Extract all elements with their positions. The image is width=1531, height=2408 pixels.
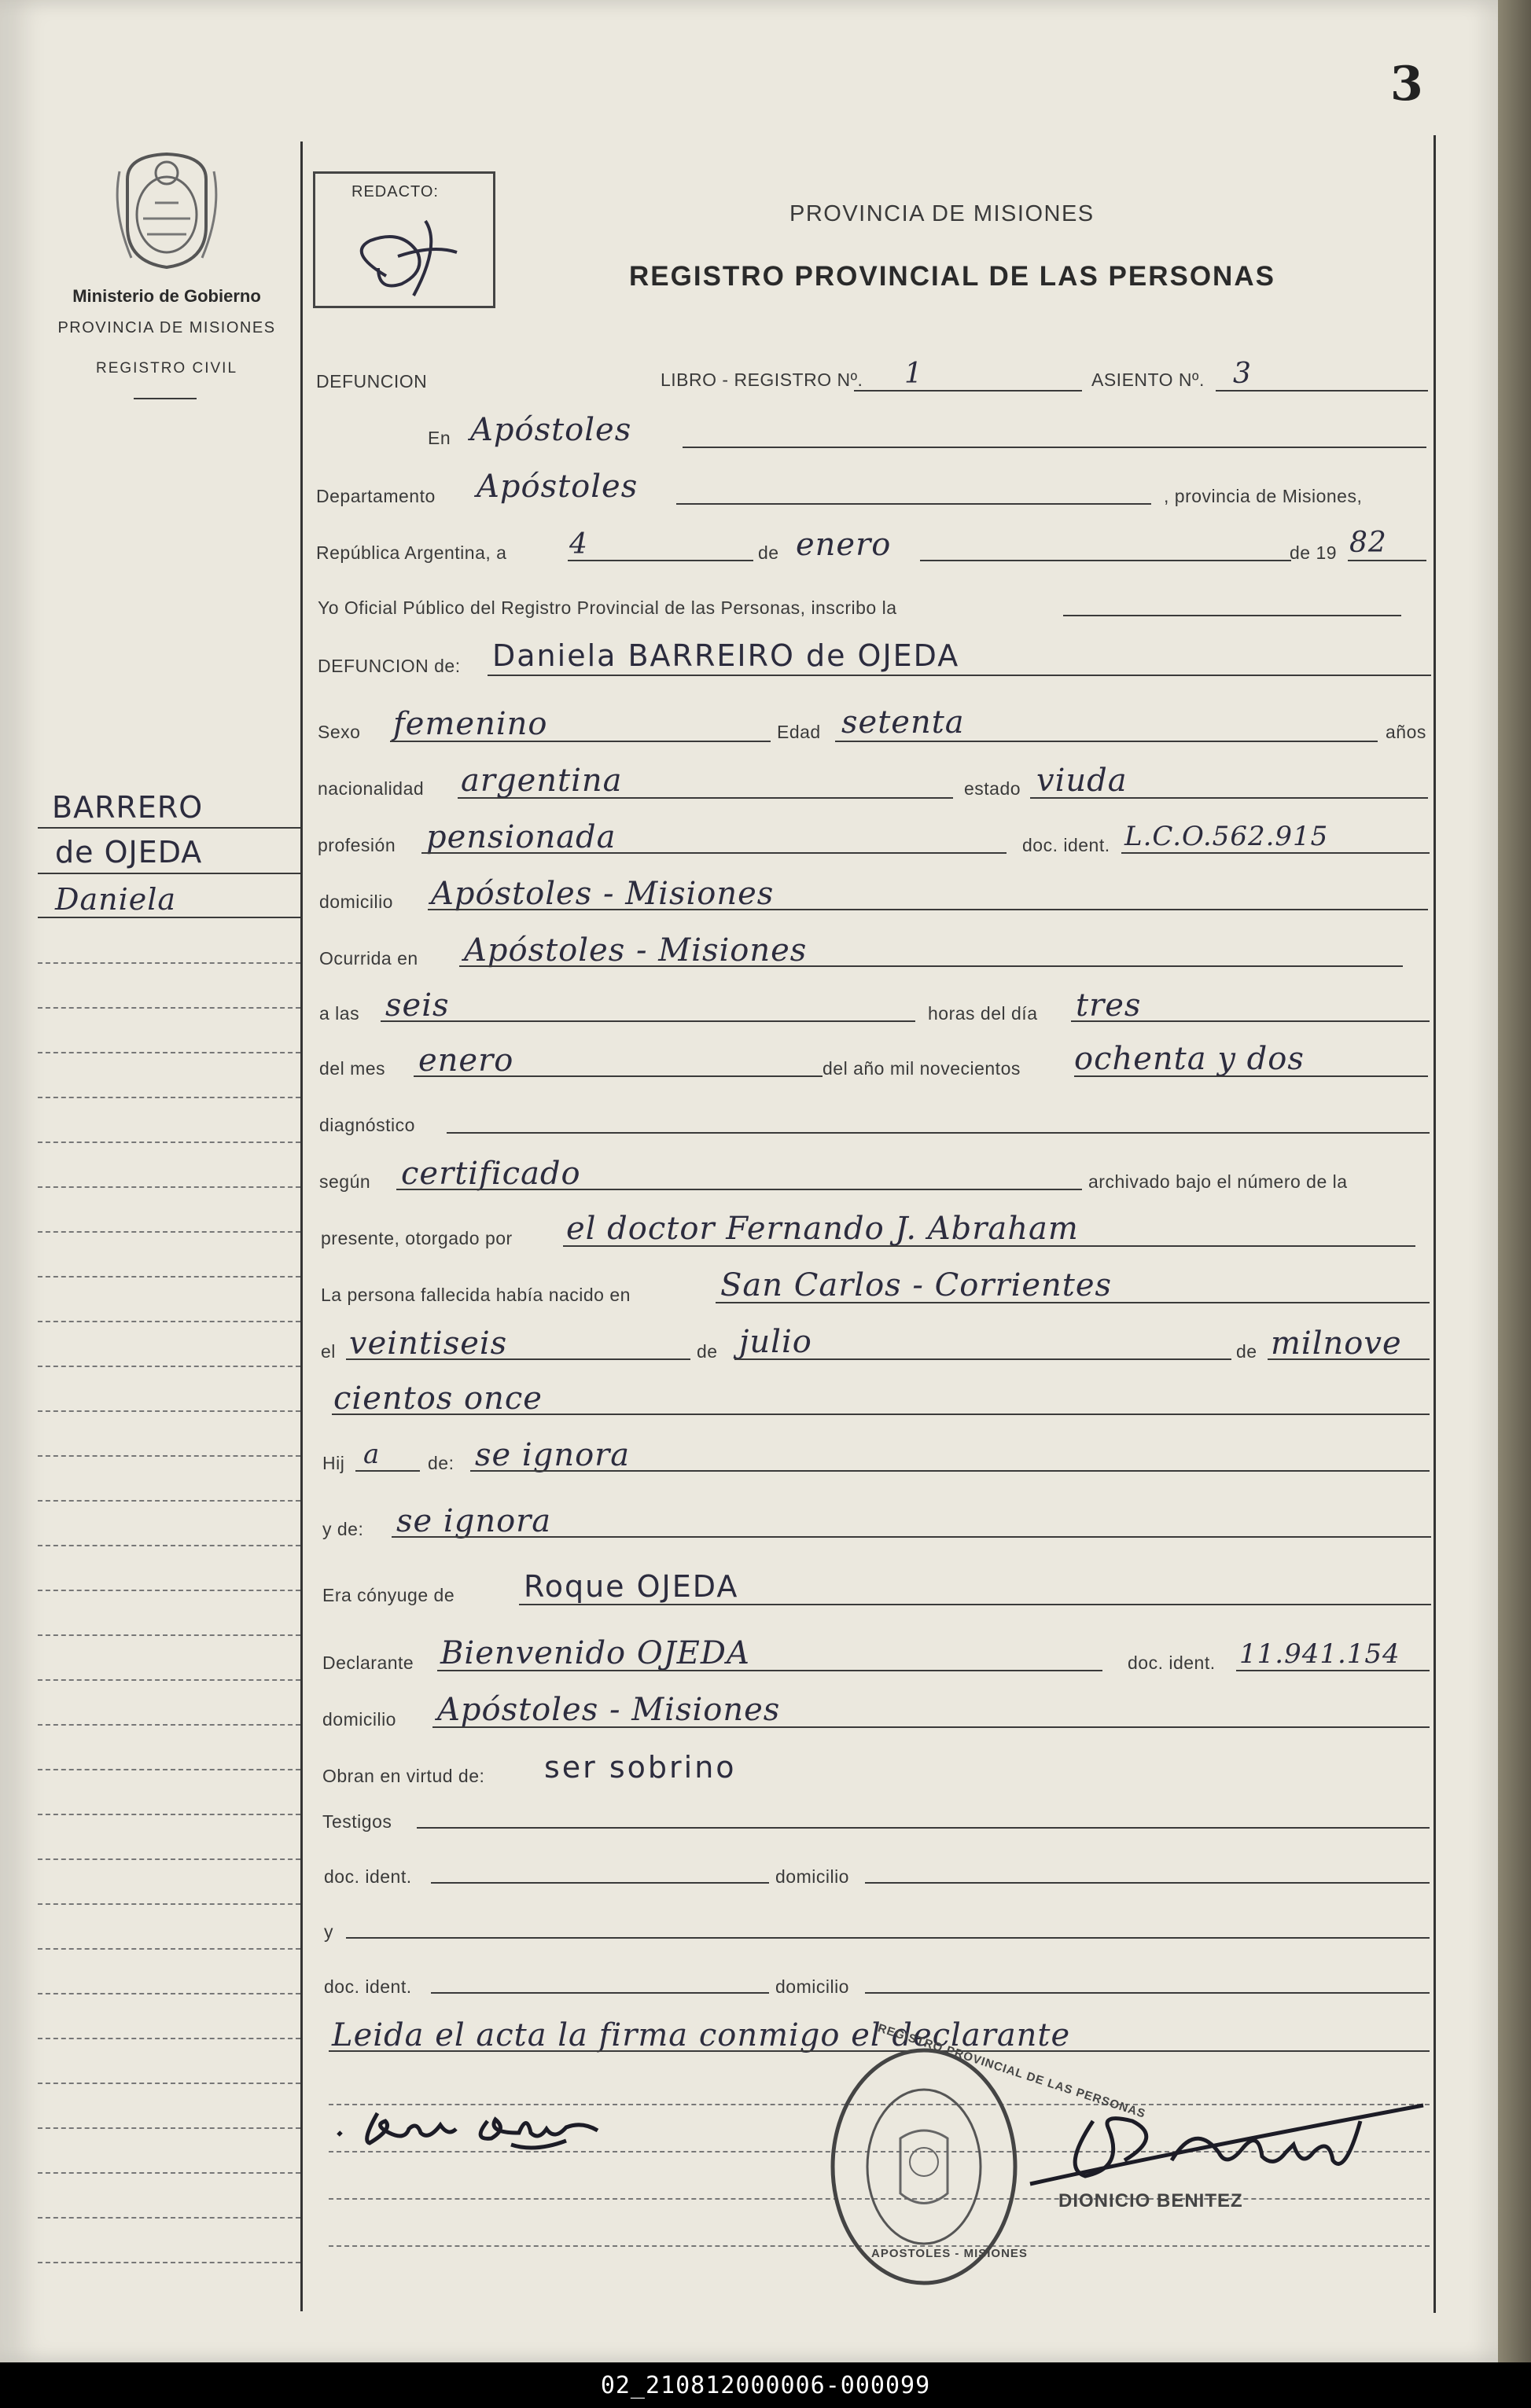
margin-name-line3: Daniela	[55, 882, 177, 917]
ocurrida-label: Ocurrida en	[319, 948, 418, 969]
margin-rule	[38, 1903, 300, 1905]
margin-rule	[38, 1500, 300, 1502]
decl-domicilio-label: domicilio	[322, 1709, 396, 1730]
margin-rule	[38, 1097, 300, 1098]
margin-rule	[38, 1679, 300, 1681]
provincia-label: , provincia de Misiones,	[1164, 486, 1363, 506]
defuncion-label: DEFUNCION	[316, 371, 428, 392]
estado-value: viuda	[1036, 763, 1128, 799]
departamento-label: Departamento	[316, 486, 436, 506]
asiento-value: 3	[1233, 358, 1252, 390]
margin-rule	[38, 1410, 300, 1412]
redacto-box	[313, 171, 495, 308]
de-anio-label: de 19	[1290, 542, 1338, 563]
mes-value: enero	[796, 527, 892, 563]
margin-rule	[38, 1769, 300, 1770]
margin-name-line2: de OJEDA	[55, 835, 203, 869]
a-las-value: seis	[385, 987, 450, 1024]
domicilio-label: domicilio	[319, 892, 393, 912]
margin-rule	[38, 1858, 300, 1860]
margin-rule	[38, 2217, 300, 2219]
margin-rule	[38, 2083, 300, 2084]
el-label: el	[321, 1341, 336, 1362]
margin-rule	[38, 2127, 300, 2129]
testigos-label: Testigos	[322, 1811, 392, 1832]
de3-label: de	[1236, 1341, 1257, 1362]
anos-label: años	[1386, 722, 1426, 742]
book-edge	[1498, 0, 1531, 2362]
margin-rule	[38, 1321, 300, 1322]
y-label: y	[324, 1921, 333, 1942]
margin-rule	[38, 2262, 300, 2263]
estado-label: estado	[964, 778, 1021, 799]
registry-civil-label: REGISTRO CIVIL	[95, 360, 238, 377]
profesion-label: profesión	[318, 835, 396, 855]
de-label: de	[758, 542, 779, 563]
declarante-label: Declarante	[322, 1653, 414, 1673]
margin-rule	[38, 2038, 300, 2039]
a-las-label: a las	[319, 1003, 360, 1024]
margin-name-line1: BARRERO	[52, 790, 204, 825]
province-left-label: PROVINCIA DE MISIONES	[57, 319, 276, 336]
province-emblem-icon	[112, 148, 222, 274]
el-value: veintiseis	[349, 1325, 508, 1362]
libro-value: 1	[904, 358, 923, 390]
de3-value: milnove	[1271, 1325, 1402, 1362]
form-right-border	[1433, 135, 1436, 2313]
margin-rule	[38, 1276, 300, 1278]
nacionalidad-value: argentina	[461, 763, 623, 799]
official-stamp-text: DIONICIO BENITEZ	[1058, 2190, 1243, 2211]
horas-value: tres	[1076, 987, 1142, 1024]
t2-dom-label: domicilio	[775, 1976, 849, 1997]
margin-rule	[38, 1634, 300, 1636]
domicilio-value: Apóstoles - Misiones	[431, 876, 775, 912]
diagnostico-label: diagnóstico	[319, 1115, 415, 1135]
registry-title: REGISTRO PROVINCIAL DE LAS PERSONAS	[629, 261, 1275, 292]
hij-value: se ignora	[475, 1437, 631, 1473]
conyuge-label: Era cónyuge de	[322, 1585, 455, 1605]
seal-bottom-text: APOSTOLES - MISIONES	[871, 2247, 1028, 2260]
de2-label: de	[697, 1341, 718, 1362]
hij-label: Hij	[322, 1453, 345, 1473]
del-mes-value: enero	[418, 1042, 514, 1079]
decl-domicilio-value: Apóstoles - Misiones	[437, 1692, 781, 1728]
obran-label: Obran en virtud de:	[322, 1766, 485, 1786]
scan-id-footer: 02_210812000006-000099	[0, 2362, 1531, 2408]
margin-rule	[38, 1993, 300, 1994]
nacido-label: La persona fallecida había nacido en	[321, 1285, 631, 1305]
margin-rule	[38, 1545, 300, 1546]
del-anio-label: del año mil novecientos	[823, 1058, 1021, 1079]
departamento-value: Apóstoles	[477, 469, 639, 505]
hij-suffix: a	[363, 1439, 381, 1470]
hij-de-label: de:	[428, 1453, 455, 1473]
defuncion-de-label: DEFUNCION de:	[318, 656, 461, 676]
presente-value: el doctor Fernando J. Abraham	[566, 1211, 1079, 1247]
margin-rule	[38, 1814, 300, 1815]
edad-label: Edad	[777, 722, 821, 742]
decl-doc-value: 11.941.154	[1239, 1638, 1400, 1670]
margin-rule	[38, 1007, 300, 1009]
margin-rule	[38, 1052, 300, 1053]
declarant-signature	[330, 2097, 645, 2152]
defuncion-de-value: Daniela BARREIRO de OJEDA	[492, 638, 960, 673]
segun-label: según	[319, 1171, 371, 1192]
margin-rule	[38, 2172, 300, 2174]
margin-rule	[38, 1186, 300, 1188]
en-label: En	[428, 428, 451, 448]
yo-oficial-label: Yo Oficial Público del Registro Provincial de las Personas, inscribo la	[318, 597, 897, 618]
nacionalidad-label: nacionalidad	[318, 778, 425, 799]
ocurrida-value: Apóstoles - Misiones	[464, 932, 808, 969]
del-anio-value: ochenta y dos	[1074, 1041, 1305, 1077]
y-de-value: se ignora	[396, 1503, 552, 1539]
ministry-label: Ministerio de Gobierno	[72, 286, 261, 306]
horas-label: horas del día	[928, 1003, 1038, 1024]
conyuge-value: Roque OJEDA	[524, 1569, 739, 1604]
sexo-value: femenino	[393, 706, 548, 742]
declarante-value: Bienvenido OJEDA	[440, 1635, 750, 1671]
redacto-label: REDACTO:	[351, 183, 439, 200]
redactor-initials	[331, 197, 480, 300]
province-title: PROVINCIA DE MISIONES	[789, 201, 1095, 226]
t1-dom-label: domicilio	[775, 1866, 849, 1887]
y-de-label: y de:	[322, 1519, 364, 1539]
margin-rule	[38, 1590, 300, 1591]
margin-rule	[38, 1366, 300, 1367]
margin-rule	[38, 1948, 300, 1950]
anio-value: 82	[1349, 527, 1387, 559]
decl-doc-label: doc. ident.	[1128, 1653, 1216, 1673]
registry-seal	[826, 2021, 1148, 2289]
en-value: Apóstoles	[470, 412, 632, 448]
cont-value: cientos once	[333, 1380, 543, 1417]
closing-text: Leida el acta la firma conmigo el declarante	[332, 2017, 1071, 2053]
republica-label: República Argentina, a	[316, 542, 507, 563]
t1-doc-label: doc. ident.	[324, 1866, 412, 1887]
margin-rule	[38, 1142, 300, 1143]
seal-ring-text: REGISTRO PROVINCIAL DE LAS PERSONAS	[876, 2021, 1148, 2121]
doc-ident-value: L.C.O.562.915	[1124, 821, 1329, 852]
edad-value: setenta	[841, 704, 965, 741]
doc-ident-label: doc. ident.	[1022, 835, 1110, 855]
page-number: 3	[1390, 57, 1423, 112]
t2-doc-label: doc. ident.	[324, 1976, 412, 1997]
archivado-label: archivado bajo el número de la	[1088, 1171, 1348, 1192]
sexo-label: Sexo	[318, 722, 361, 742]
margin-rule	[38, 1455, 300, 1457]
margin-rule	[38, 962, 300, 964]
form-left-border	[300, 142, 303, 2311]
del-mes-label: del mes	[319, 1058, 386, 1079]
dia-value: 4	[569, 528, 588, 561]
profesion-value: pensionada	[426, 819, 616, 855]
asiento-label: ASIENTO Nº.	[1091, 369, 1205, 390]
segun-value: certificado	[401, 1156, 581, 1192]
margin-rule	[38, 1231, 300, 1233]
nacido-value: San Carlos - Corrientes	[720, 1267, 1113, 1303]
margin-rule	[38, 1724, 300, 1726]
de2-value: julio	[739, 1324, 812, 1360]
obran-value: ser sobrino	[544, 1750, 737, 1785]
libro-label: LIBRO - REGISTRO Nº.	[661, 369, 863, 390]
presente-label: presente, otorgado por	[321, 1228, 513, 1248]
official-signature	[1014, 2074, 1439, 2208]
